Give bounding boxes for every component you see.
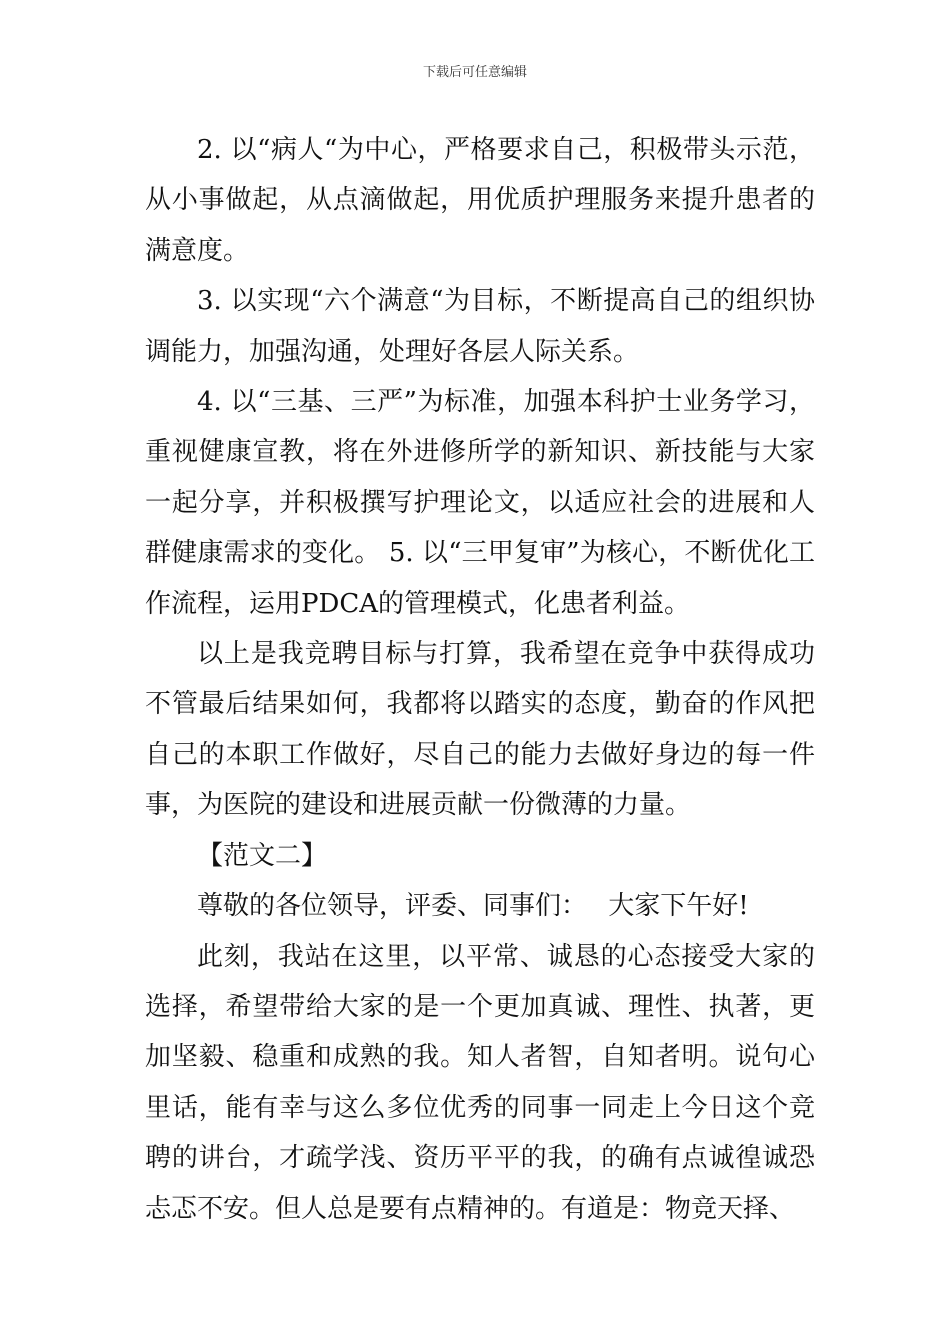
paragraph-item-2: 2. 以“病人“为中心，严格要求自己，积极带头示范，从小事做起，从点滴做起，用优质护理服务来提升患者的满意度。 <box>145 135 815 266</box>
paragraph-conclusion: 以上是我竞聘目标与打算，我希望在竞争中获得成功不管最后结果如何，我都将以踏实的态度，勤奋的作风把自己的本职工作做好，尽自己的能力去做好身边的每一件事，为医院的建设和进展贡献一份微薄的力量。 <box>145 639 815 821</box>
paragraph-intro: 此刻，我站在这里，以平常、诚恳的心态接受大家的选择，希望带给大家的是一个更加真诚、理性、执著，更加坚毅、稳重和成熟的我。知人者智，自知者明。说句心里话，能有幸与这么多位优秀的同事一同走上今日这个竞聘的讲台，才疏学浅、资历平平的我，的确有点诚徨诚恐忐忑不安。但人总是要有点精神的。有道是：物竞天择、 <box>145 941 815 1224</box>
paragraph-item-3: 3. 以实现“六个满意“为目标，不断提高自己的组织协调能力，加强沟通，处理好各层人际关系。 <box>145 286 815 367</box>
paragraph-item-4-5: 4. 以“三基、三严”为标准，加强本科护士业务学习，重视健康宣教，将在外进修所学的新知识、新技能与大家一起分享，并积极撰写护理论文，以适应社会的进展和人群健康需求的变化。 5. 以“三甲复审”为核心，不断优化工作流程，运用PDCA的管理模式，化患者利益。 <box>145 387 815 619</box>
section-heading-sample-two: 【范文二】 <box>197 840 328 871</box>
paragraph-greeting: 尊敬的各位领导，评委、同事们： 大家下午好! <box>197 891 749 922</box>
page-header: 下载后可任意编辑 <box>422 65 527 80</box>
document-body <box>145 125 815 1234</box>
